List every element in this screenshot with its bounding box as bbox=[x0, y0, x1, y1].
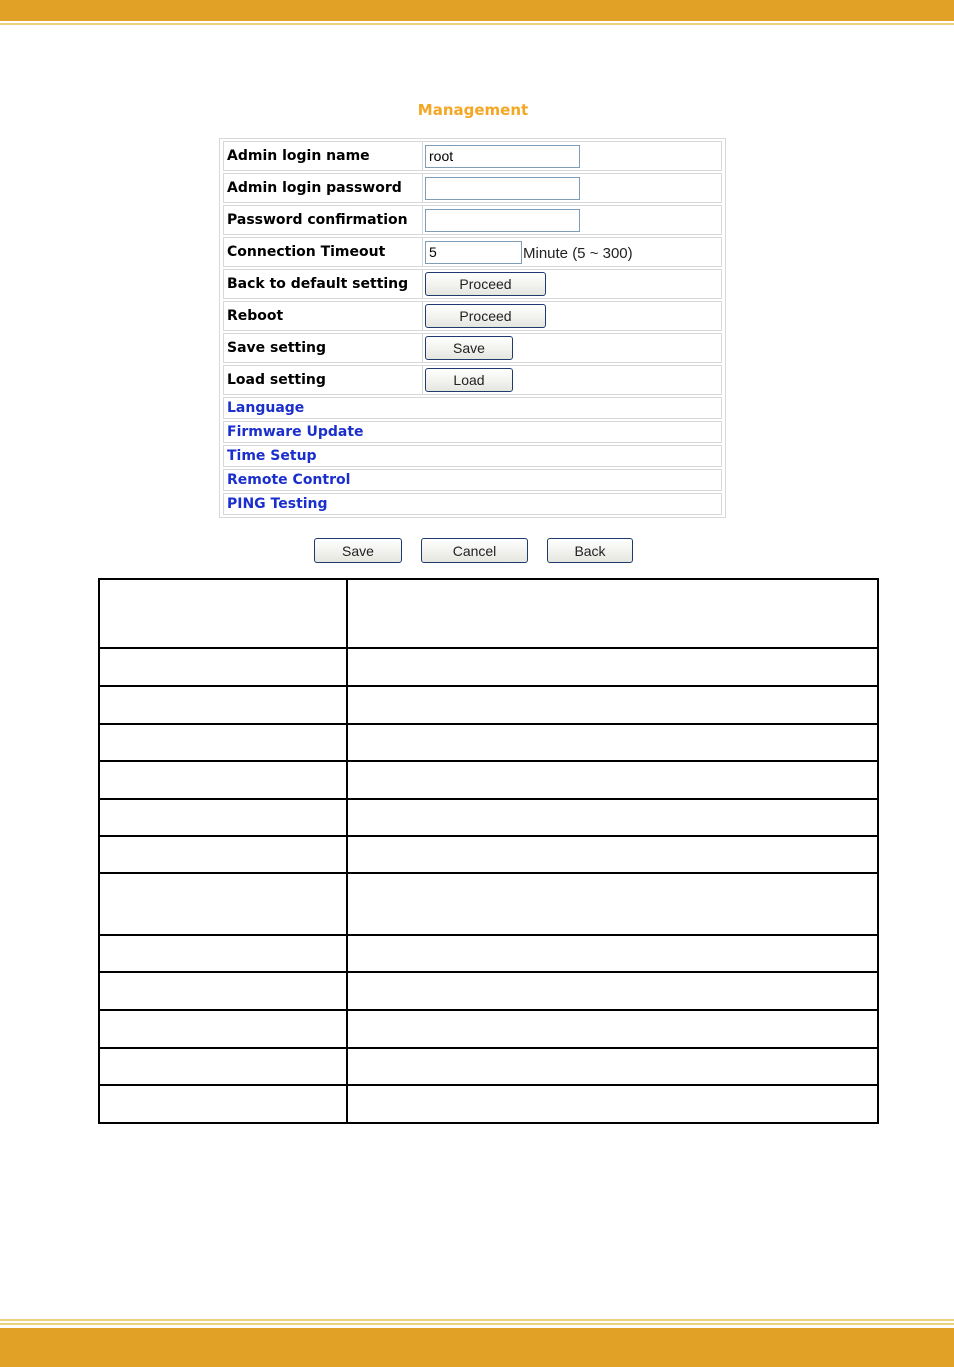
password-confirmation-label: Password confirmation bbox=[224, 206, 423, 234]
row-connection-timeout bbox=[223, 237, 722, 267]
cancel-button[interactable]: Cancel bbox=[421, 538, 528, 563]
description-table-divider bbox=[346, 580, 348, 1122]
save-setting-label: Save setting bbox=[224, 334, 423, 362]
row-back-to-default bbox=[223, 269, 722, 299]
back-button[interactable]: Back bbox=[547, 538, 633, 563]
reboot-label: Reboot bbox=[224, 302, 423, 330]
table-row bbox=[100, 723, 877, 725]
row-reboot bbox=[223, 301, 722, 331]
back-to-default-label: Back to default setting bbox=[224, 270, 423, 298]
table-row bbox=[100, 647, 877, 649]
bottom-band bbox=[0, 1328, 954, 1367]
link-ping-testing[interactable]: PING Testing bbox=[223, 493, 722, 515]
back-to-default-proceed-button[interactable]: Proceed bbox=[425, 272, 546, 296]
row-load-setting bbox=[223, 365, 722, 395]
password-confirmation-input[interactable] bbox=[425, 209, 580, 232]
admin-login-name-label: Admin login name bbox=[224, 142, 423, 170]
save-button[interactable]: Save bbox=[314, 538, 402, 563]
table-row bbox=[100, 1009, 877, 1011]
connection-timeout-input[interactable] bbox=[425, 241, 522, 264]
admin-login-password-label: Admin login password bbox=[224, 174, 423, 202]
load-setting-label: Load setting bbox=[224, 366, 423, 394]
admin-login-name-input[interactable] bbox=[425, 145, 580, 168]
row-save-setting bbox=[223, 333, 722, 363]
description-table bbox=[98, 578, 879, 1124]
link-language[interactable]: Language bbox=[223, 397, 722, 419]
row-admin-login-password bbox=[223, 173, 722, 203]
bottom-rule-2 bbox=[0, 1323, 954, 1325]
table-row bbox=[100, 872, 877, 874]
table-row bbox=[100, 685, 877, 687]
management-form bbox=[219, 138, 726, 518]
table-row bbox=[100, 798, 877, 800]
table-row bbox=[100, 1084, 877, 1086]
admin-login-password-input[interactable] bbox=[425, 177, 580, 200]
connection-timeout-label: Connection Timeout bbox=[224, 238, 423, 266]
save-setting-button[interactable]: Save bbox=[425, 336, 513, 360]
top-band bbox=[0, 0, 954, 21]
link-firmware-update[interactable]: Firmware Update bbox=[223, 421, 722, 443]
table-row bbox=[100, 934, 877, 936]
reboot-proceed-button[interactable]: Proceed bbox=[425, 304, 546, 328]
table-row bbox=[100, 971, 877, 973]
connection-timeout-unit: Minute (5 ~ 300) bbox=[523, 245, 633, 262]
top-rule bbox=[0, 23, 954, 25]
page-title: Management bbox=[417, 101, 529, 119]
row-admin-login-name bbox=[223, 141, 722, 171]
table-row bbox=[100, 760, 877, 762]
table-row bbox=[100, 835, 877, 837]
table-row bbox=[100, 1047, 877, 1049]
row-password-confirmation bbox=[223, 205, 722, 235]
link-time-setup[interactable]: Time Setup bbox=[223, 445, 722, 467]
link-remote-control[interactable]: Remote Control bbox=[223, 469, 722, 491]
load-setting-button[interactable]: Load bbox=[425, 368, 513, 392]
bottom-rule-1 bbox=[0, 1319, 954, 1321]
